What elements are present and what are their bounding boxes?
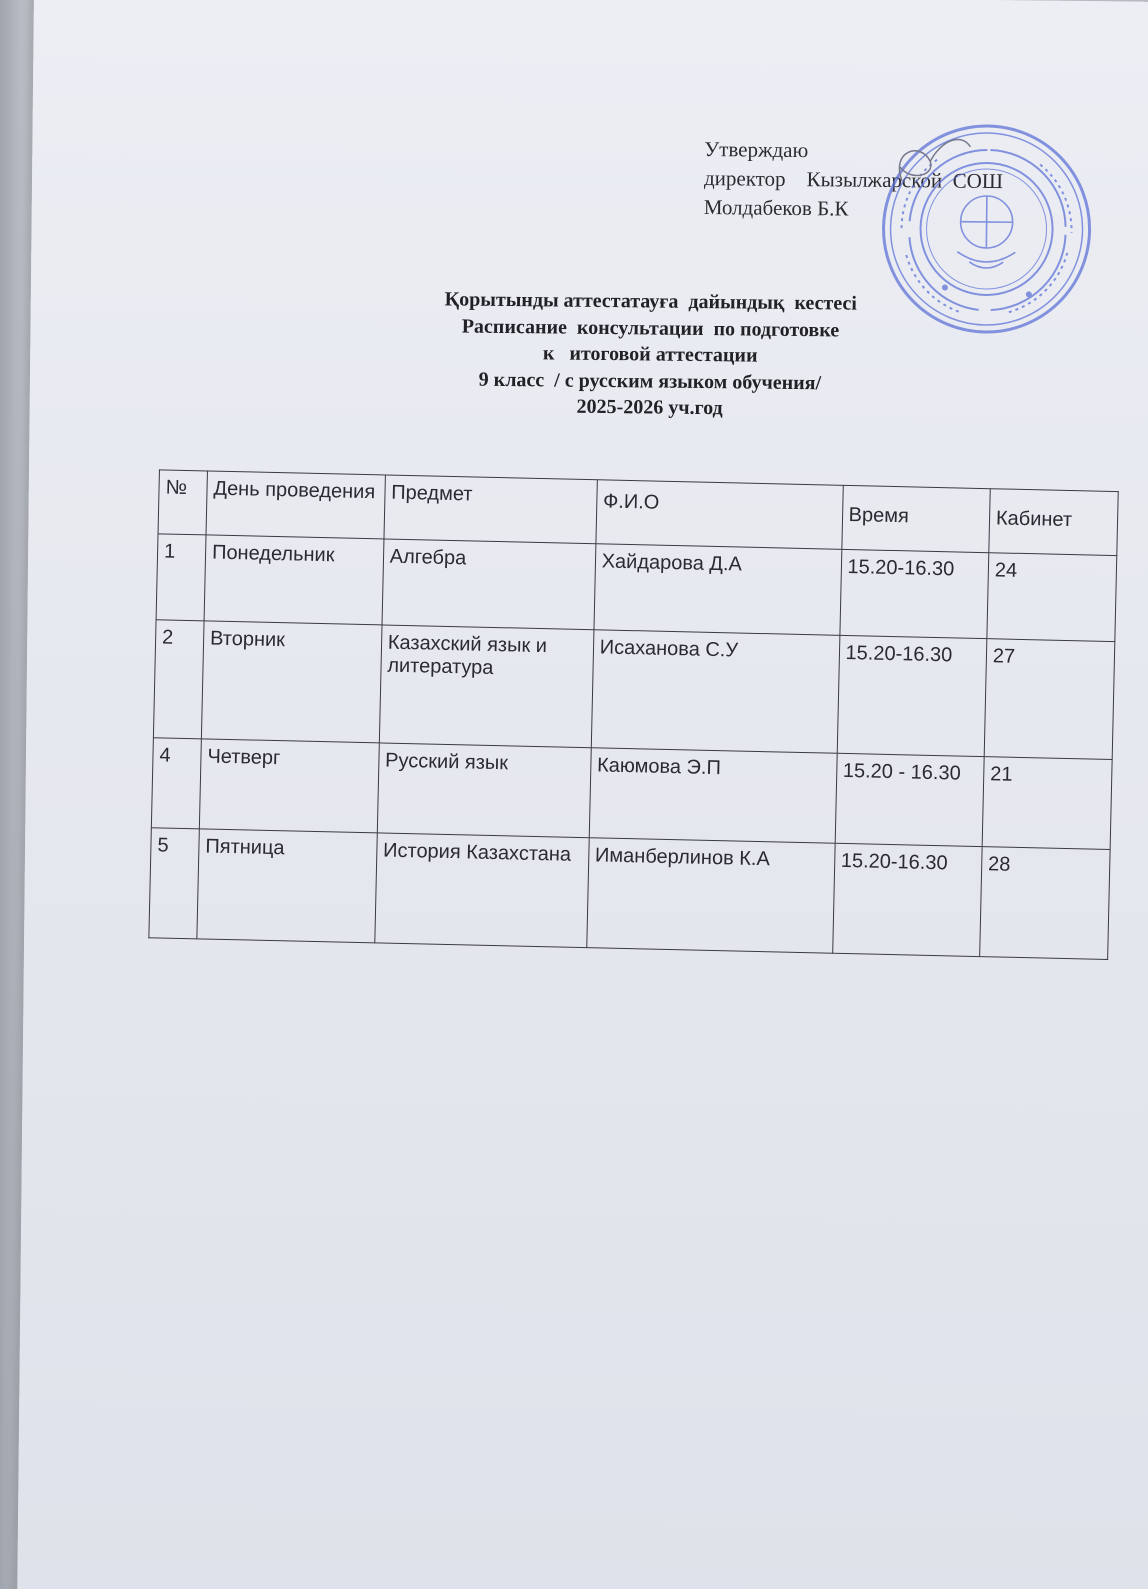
cell-fio: Иманберлинов К.А (586, 838, 834, 954)
header-fio: Ф.И.О (596, 480, 843, 550)
header-day: День проведения (206, 471, 385, 539)
header-number: № (158, 470, 207, 535)
header-subject: Предмет (384, 475, 597, 544)
document-sheet (17, 0, 1148, 1589)
title-year: 2025-2026 уч.год (576, 395, 723, 420)
cell-day: Пятница (197, 829, 377, 943)
document-titles (330, 285, 971, 424)
cell-time: 15.20-16.30 (839, 549, 988, 638)
cell-room: 21 (982, 757, 1112, 850)
cell-fio: Хайдарова Д.А (594, 544, 842, 636)
title-kazakh: Қорытынды аттестатауға дайындық кестесі (444, 288, 857, 315)
cell-room: 28 (980, 847, 1111, 960)
cell-subject: Алгебра (382, 539, 596, 630)
cell-room: 24 (987, 553, 1117, 642)
cell-room: 27 (984, 639, 1115, 760)
approval-line-name: Молдабеков Б.К (703, 195, 849, 221)
cell-subject: Русский язык (377, 743, 591, 838)
header-time: Время (841, 485, 990, 552)
cell-number: 4 (151, 738, 201, 829)
cell-fio: Каюмова Э.П (589, 748, 837, 844)
cell-day: Вторник (201, 621, 381, 743)
approval-line-approve: Утверждаю (704, 137, 809, 163)
cell-day: Четверг (199, 739, 379, 833)
title-line-3: к итоговой аттестации (542, 342, 758, 367)
header-room: Кабинет (989, 489, 1118, 556)
table-row (149, 828, 1110, 960)
schedule-table (148, 469, 1118, 960)
cell-time: 15.20-16.30 (832, 843, 982, 956)
cell-subject: Казахский язык и литература (379, 625, 594, 748)
cell-number: 5 (149, 828, 199, 939)
title-russian: Расписание консультации по подготовке (461, 314, 840, 341)
cell-subject: История Казахстана (375, 833, 589, 948)
cell-time: 15.20-16.30 (837, 635, 987, 756)
table-row (153, 620, 1114, 760)
cell-number: 2 (153, 620, 204, 739)
title-grade: 9 класс / с русским языком обучения/ (478, 368, 822, 394)
cell-time: 15.20 - 16.30 (835, 753, 984, 846)
approval-line-director: директор Кызылжарской СОШ (703, 166, 1004, 194)
cell-fio: Исаханова С.У (591, 630, 839, 754)
cell-number: 1 (156, 534, 206, 621)
cell-day: Понедельник (204, 535, 384, 625)
